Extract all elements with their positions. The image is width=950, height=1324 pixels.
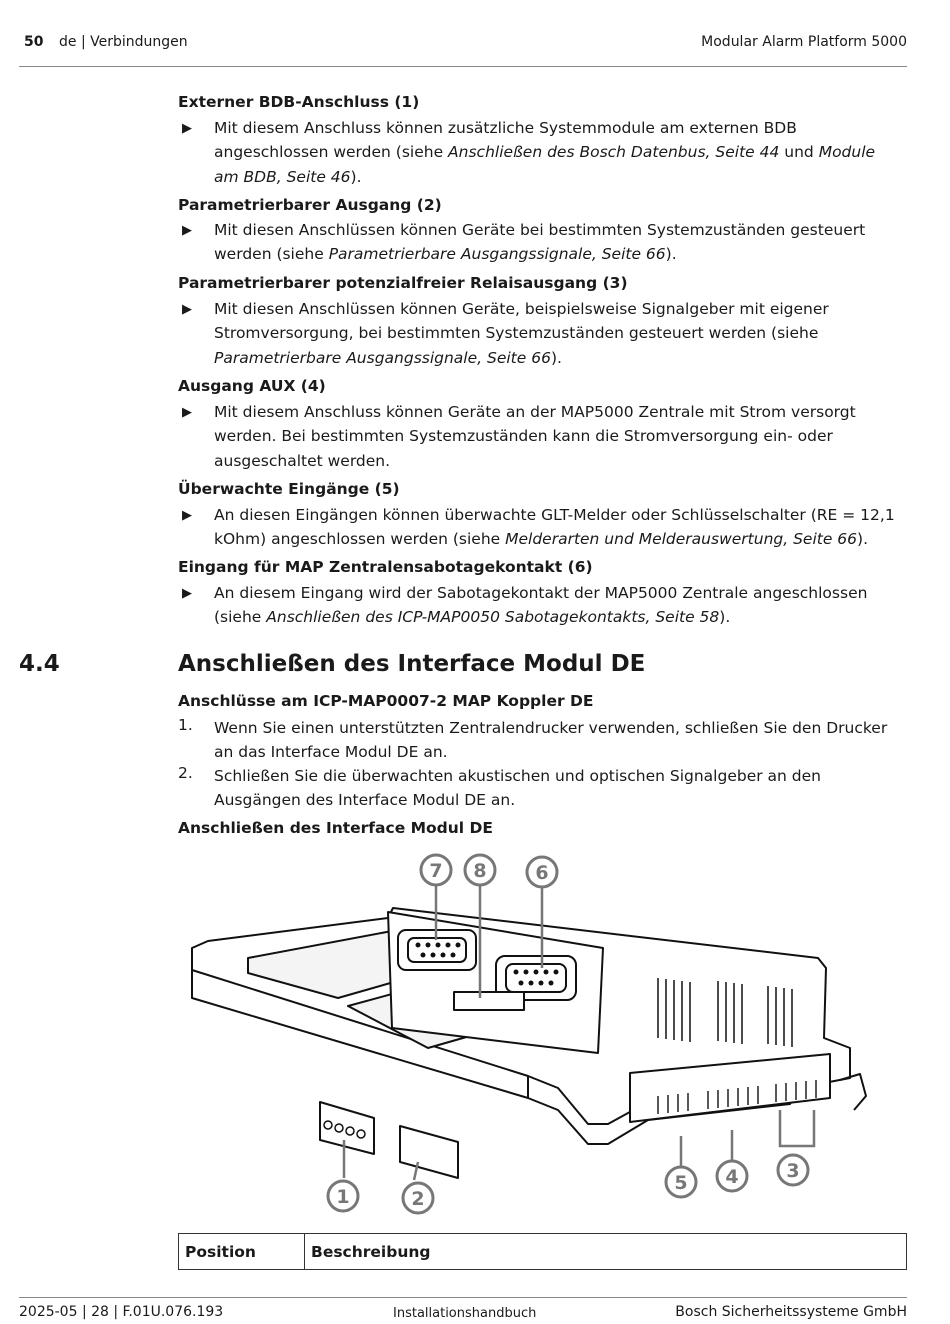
cross-reference-link[interactable]: Melderarten und Melderauswertung, Seite 66 bbox=[505, 530, 858, 549]
bullet-icon: ▶ bbox=[182, 405, 192, 420]
figure-title: Anschließen des Interface Modul DE bbox=[178, 819, 493, 837]
cross-reference-link[interactable]: Anschließen des ICP-MAP0050 Sabotagekontakts, Seite 58 bbox=[266, 608, 720, 627]
section-text: An diesen Eingängen können überwachte GLT-Melder oder Schlüsselschalter (RE = 12,1 kOhm) angeschlossen werden (siehe Melderarten und Melderauswertung, Seite 66). bbox=[214, 506, 895, 549]
cross-reference-link[interactable]: Parametrierbare Ausgangssignale, Seite 66 bbox=[328, 245, 666, 264]
cross-reference-link[interactable]: Anschließen des Bosch Datenbus, Seite 44 bbox=[448, 143, 780, 162]
section-text: An diesem Eingang wird der Sabotagekontakt der MAP5000 Zentrale angeschlossen (siehe Anschließen des ICP-MAP0050 Sabotagekontakts, Seite 58). bbox=[214, 584, 868, 627]
position-table bbox=[178, 1233, 907, 1270]
cross-reference-link[interactable]: Parametrierbare Ausgangssignale, Seite 66 bbox=[214, 348, 551, 367]
section-text: Mit diesem Anschluss können zusätzliche Systemmodule am externen BDB angeschlossen werden (siehe Anschließen des Bosch Datenbus, Seite 44 und Module am BDB, Seite 46). bbox=[214, 119, 876, 186]
header-product: Modular Alarm Platform 5000 bbox=[701, 34, 907, 50]
callout-label-4: 4 bbox=[725, 1166, 739, 1188]
section-text: Mit diesem Anschluss können Geräte an der MAP5000 Zentrale mit Strom versorgt werden. Bei bestimmten Systemzuständen kann die Stromversorgung ein- oder ausgeschaltet werden. bbox=[214, 403, 856, 470]
callout-label-5: 5 bbox=[674, 1172, 688, 1194]
footer-doc-type: Installationshandbuch bbox=[393, 1306, 537, 1321]
bullet-icon: ▶ bbox=[182, 302, 192, 317]
section-title: Überwachte Eingänge (5) bbox=[178, 480, 400, 498]
step-text: Wenn Sie einen unterstützten Zentralendrucker verwenden, schließen Sie den Drucker an das Interface Modul DE an. bbox=[214, 719, 888, 762]
page-header bbox=[19, 30, 907, 67]
step-number: 2. bbox=[178, 764, 193, 782]
cross-reference-link[interactable]: Module am BDB, Seite 46 bbox=[214, 143, 876, 186]
interface-module-figure bbox=[178, 848, 906, 1220]
table-header-position: Position bbox=[179, 1234, 305, 1270]
chapter-title: Anschließen des Interface Modul DE bbox=[178, 651, 646, 677]
section-title: Eingang für MAP Zentralensabotagekontakt (6) bbox=[178, 558, 593, 576]
section-title: Parametrierbarer potenzialfreier Relaisausgang (3) bbox=[178, 274, 628, 292]
step-text: Schließen Sie die überwachten akustischen und optischen Signalgeber an den Ausgängen des Interface Modul DE an. bbox=[214, 767, 821, 810]
section-text: Mit diesen Anschlüssen können Geräte bei bestimmten Systemzuständen gesteuert werden (siehe Parametrierbare Ausgangssignale, Seite 66). bbox=[214, 221, 866, 264]
callout-label-3: 3 bbox=[786, 1160, 800, 1182]
callout-label-2: 2 bbox=[411, 1188, 425, 1210]
header-section: de | Verbindungen bbox=[59, 34, 188, 50]
chapter-number: 4.4 bbox=[19, 651, 60, 677]
step-number: 1. bbox=[178, 716, 193, 734]
section-text: Mit diesen Anschlüssen können Geräte, beispielsweise Signalgeber mit eigener Stromversorgung, bei bestimmten Systemzuständen gesteuert werden (siehe Parametrierbare Ausgangssignale, Seite 66). bbox=[214, 300, 829, 367]
bullet-icon: ▶ bbox=[182, 223, 192, 238]
table-header-row bbox=[179, 1234, 907, 1270]
callout-label-6: 6 bbox=[535, 862, 549, 884]
callout-label-7: 7 bbox=[429, 860, 443, 882]
page-number: 50 bbox=[24, 34, 44, 50]
footer-company: Bosch Sicherheitssysteme GmbH bbox=[675, 1304, 907, 1320]
bullet-icon: ▶ bbox=[182, 586, 192, 601]
section-title: Externer BDB-Anschluss (1) bbox=[178, 93, 420, 111]
table-header-description: Beschreibung bbox=[305, 1234, 907, 1270]
bullet-icon: ▶ bbox=[182, 508, 192, 523]
footer-doc-info: 2025-05 | 28 | F.01U.076.193 bbox=[19, 1304, 224, 1320]
section-title: Ausgang AUX (4) bbox=[178, 377, 326, 395]
section-title: Parametrierbarer Ausgang (2) bbox=[178, 196, 442, 214]
page-footer bbox=[19, 1297, 907, 1324]
bullet-icon: ▶ bbox=[182, 121, 192, 136]
chapter-subtitle: Anschlüsse am ICP-MAP0007-2 MAP Koppler DE bbox=[178, 692, 594, 710]
callout-label-8: 8 bbox=[473, 860, 487, 882]
callout-label-1: 1 bbox=[336, 1186, 350, 1208]
